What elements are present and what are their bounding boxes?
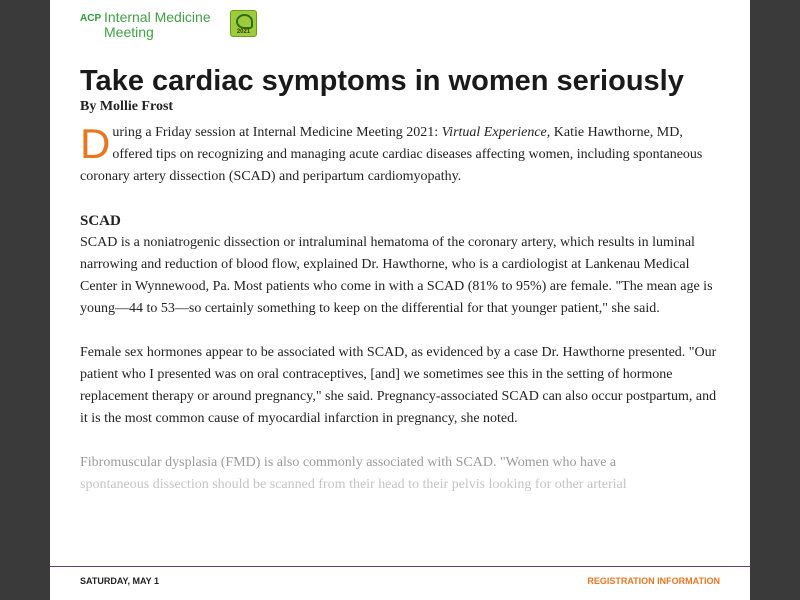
intro-paragraph xyxy=(80,122,718,188)
meeting-name-line1: Internal Medicine xyxy=(104,9,211,25)
intro-text-a: uring a Friday session at Internal Medicine Meeting 2021: xyxy=(112,125,442,140)
paragraph-3 xyxy=(80,452,718,496)
article-byline: By Mollie Frost xyxy=(80,99,174,114)
section-heading-scad: SCAD xyxy=(80,213,121,229)
paragraph-3-line-1: Fibromuscular dysplasia (FMD) is also commonly associated with SCAD. "Women who have a xyxy=(80,455,617,470)
intro-italic: Virtual Experience xyxy=(441,125,547,140)
registration-link[interactable]: REGISTRATION INFORMATION xyxy=(587,576,720,586)
badge-mark xyxy=(236,14,253,29)
paragraph-2: Female sex hormones appear to be associated with SCAD, as evidenced by a case Dr. Hawthorne presented. "Our patient who I presented was on oral contraceptives, [and] we sometimes see this in the setting of hormone replacement therapy or around pregnancy," she said. Pregnancy-associated SCAD can also occur postpartum, and it is the most common cause of myocardial infarction in pregnancy, she noted. xyxy=(80,345,717,426)
article-body xyxy=(80,122,718,496)
drop-cap: D xyxy=(80,120,111,167)
article-page xyxy=(50,0,750,600)
meeting-name-line2: Meeting xyxy=(104,24,154,40)
intro-text-b: , Katie Hawthorne, MD, offered tips on recognizing and managing acute cardiac diseases affecting women, including spontaneous coronary artery dissection (SCAD) and peripartum cardiomyopathy. xyxy=(80,125,703,184)
acp-label: ACP xyxy=(80,13,102,24)
article-title: Take cardiac symptoms in women seriously xyxy=(80,65,684,97)
meeting-name xyxy=(104,10,211,40)
paragraph-3-line-2: spontaneous dissection should be scanned from their head to their pelvis looking for other arterial xyxy=(80,477,627,492)
meeting-logo[interactable] xyxy=(80,10,260,40)
meeting-badge-icon xyxy=(230,10,257,37)
badge-year: 2021 xyxy=(236,29,251,35)
paragraph-1: SCAD is a noniatrogenic dissection or intraluminal hematoma of the coronary artery, which results in luminal narrowing and reduction of blood flow, explained Dr. Hawthorne, who is a cardiologist at Lankenau Medical Center in Wynnewood, Pa. Most patients who come in with a SCAD (81% to 95%) are female. "The mean age is young—44 to 53—so certainly something to keep on the differential for that younger patient," she said. xyxy=(80,235,713,316)
footer-date: SATURDAY, MAY 1 xyxy=(80,576,160,586)
page-footer xyxy=(50,566,750,600)
